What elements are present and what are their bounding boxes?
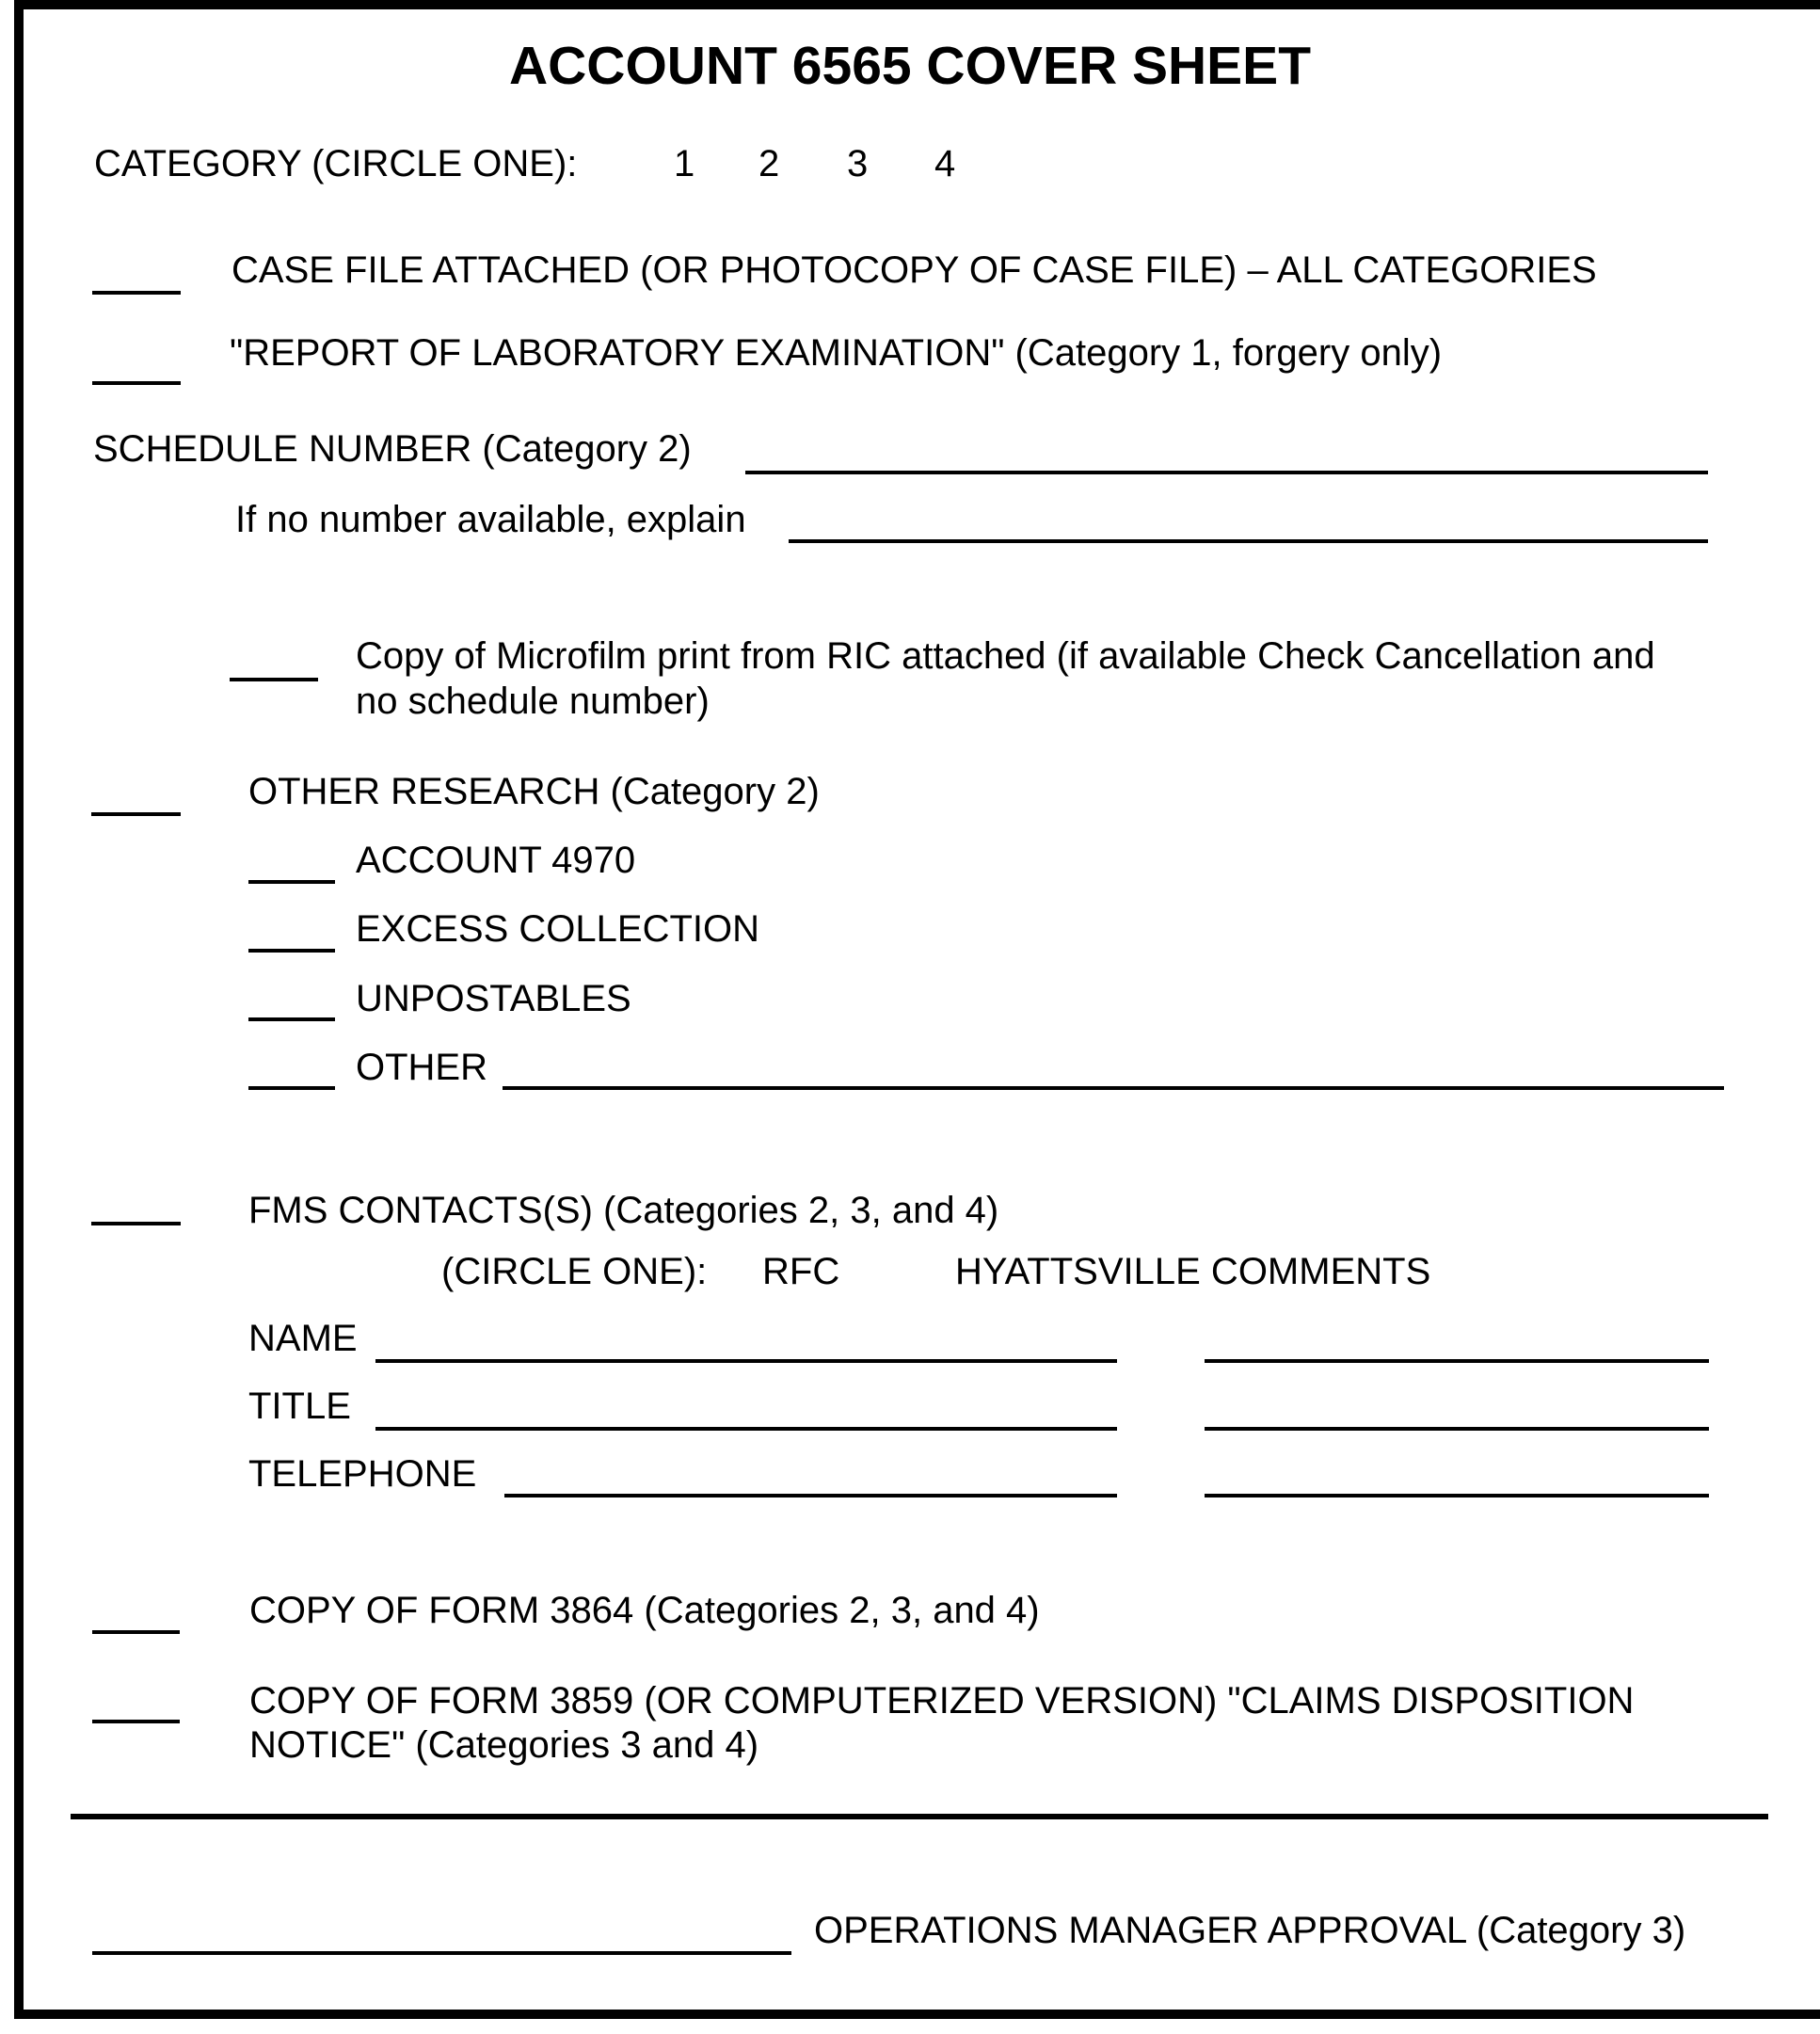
contact-title-field-hyattsville[interactable] (1205, 1427, 1709, 1431)
lab-report-checkbox-blank[interactable] (92, 381, 181, 385)
schedule-number-label: SCHEDULE NUMBER (Category 2) (93, 428, 692, 470)
category-option-4[interactable]: 4 (934, 143, 956, 184)
account-4970-checkbox-blank[interactable] (248, 880, 335, 884)
other-research-label: OTHER RESEARCH (Category 2) (248, 771, 820, 812)
case-file-label: CASE FILE ATTACHED (OR PHOTOCOPY OF CASE FILE) – ALL CATEGORIES (231, 249, 1597, 291)
category-option-3[interactable]: 3 (847, 143, 869, 184)
contact-name-field-rfc[interactable] (375, 1359, 1117, 1363)
contact-title-label: TITLE (248, 1385, 351, 1427)
fms-option-hyattsville-comments[interactable]: HYATTSVILLE COMMENTS (955, 1251, 1431, 1292)
contact-name-field-hyattsville[interactable] (1205, 1359, 1709, 1363)
other-checkbox-blank[interactable] (248, 1086, 335, 1090)
section-divider (71, 1814, 1768, 1819)
no-number-explain-label: If no number available, explain (235, 499, 746, 540)
form-3859-label-line2: NOTICE" (Categories 3 and 4) (249, 1724, 759, 1766)
category-option-2[interactable]: 2 (758, 143, 780, 184)
operations-manager-signature-field[interactable] (92, 1951, 791, 1955)
form-3864-label: COPY OF FORM 3864 (Categories 2, 3, and 4) (249, 1590, 1040, 1631)
fms-contacts-checbox-blank[interactable] (91, 1222, 181, 1225)
case-file-checkbox-blank[interactable] (92, 291, 181, 295)
fms-contacts-label: FMS CONTACTS(S) (Categories 2, 3, and 4) (248, 1190, 999, 1231)
form-3859-checkbox-blank[interactable] (92, 1720, 180, 1723)
contact-telephone-field-rfc[interactable] (504, 1494, 1117, 1497)
microfilm-checkbox-blank[interactable] (230, 678, 318, 681)
excess-collection-checkbox-blank[interactable] (248, 949, 335, 953)
operations-manager-approval-label: OPERATIONS MANAGER APPROVAL (Category 3) (814, 1910, 1686, 1951)
no-number-explain-field[interactable] (789, 539, 1708, 543)
unpostables-label: UNPOSTABLES (356, 978, 631, 1019)
microfilm-label-line1: Copy of Microfilm print from RIC attached (if available Check Cancellation and (356, 635, 1655, 677)
category-label: CATEGORY (CIRCLE ONE): (94, 143, 578, 184)
contact-telephone-field-hyattsville[interactable] (1205, 1494, 1709, 1497)
schedule-number-field[interactable] (745, 471, 1708, 474)
other-label: OTHER (356, 1047, 487, 1088)
other-specify-field[interactable] (503, 1086, 1724, 1090)
form-title: ACCOUNT 6565 COVER SHEET (508, 36, 1312, 96)
form-3859-label-line1: COPY OF FORM 3859 (OR COMPUTERIZED VERSION) "CLAIMS DISPOSITION (249, 1680, 1635, 1722)
fms-circle-one-label: (CIRCLE ONE): (441, 1251, 708, 1292)
fms-option-rfc[interactable]: RFC (762, 1251, 840, 1292)
contact-name-label: NAME (248, 1318, 358, 1359)
unpostables-checkbox-blank[interactable] (248, 1017, 335, 1021)
lab-report-label: "REPORT OF LABORATORY EXAMINATION" (Category 1, forgery only) (230, 332, 1443, 374)
account-4970-label: ACCOUNT 4970 (356, 840, 636, 881)
form-3864-checkbox-blank[interactable] (92, 1630, 180, 1634)
contact-telephone-label: TELEPHONE (248, 1453, 477, 1495)
category-option-1[interactable]: 1 (674, 143, 695, 184)
microfilm-label-line2: no schedule number) (356, 681, 710, 722)
other-research-checkbox-blank[interactable] (91, 812, 181, 816)
contact-title-field-rfc[interactable] (375, 1427, 1117, 1431)
excess-collection-label: EXCESS COLLECTION (356, 908, 760, 950)
